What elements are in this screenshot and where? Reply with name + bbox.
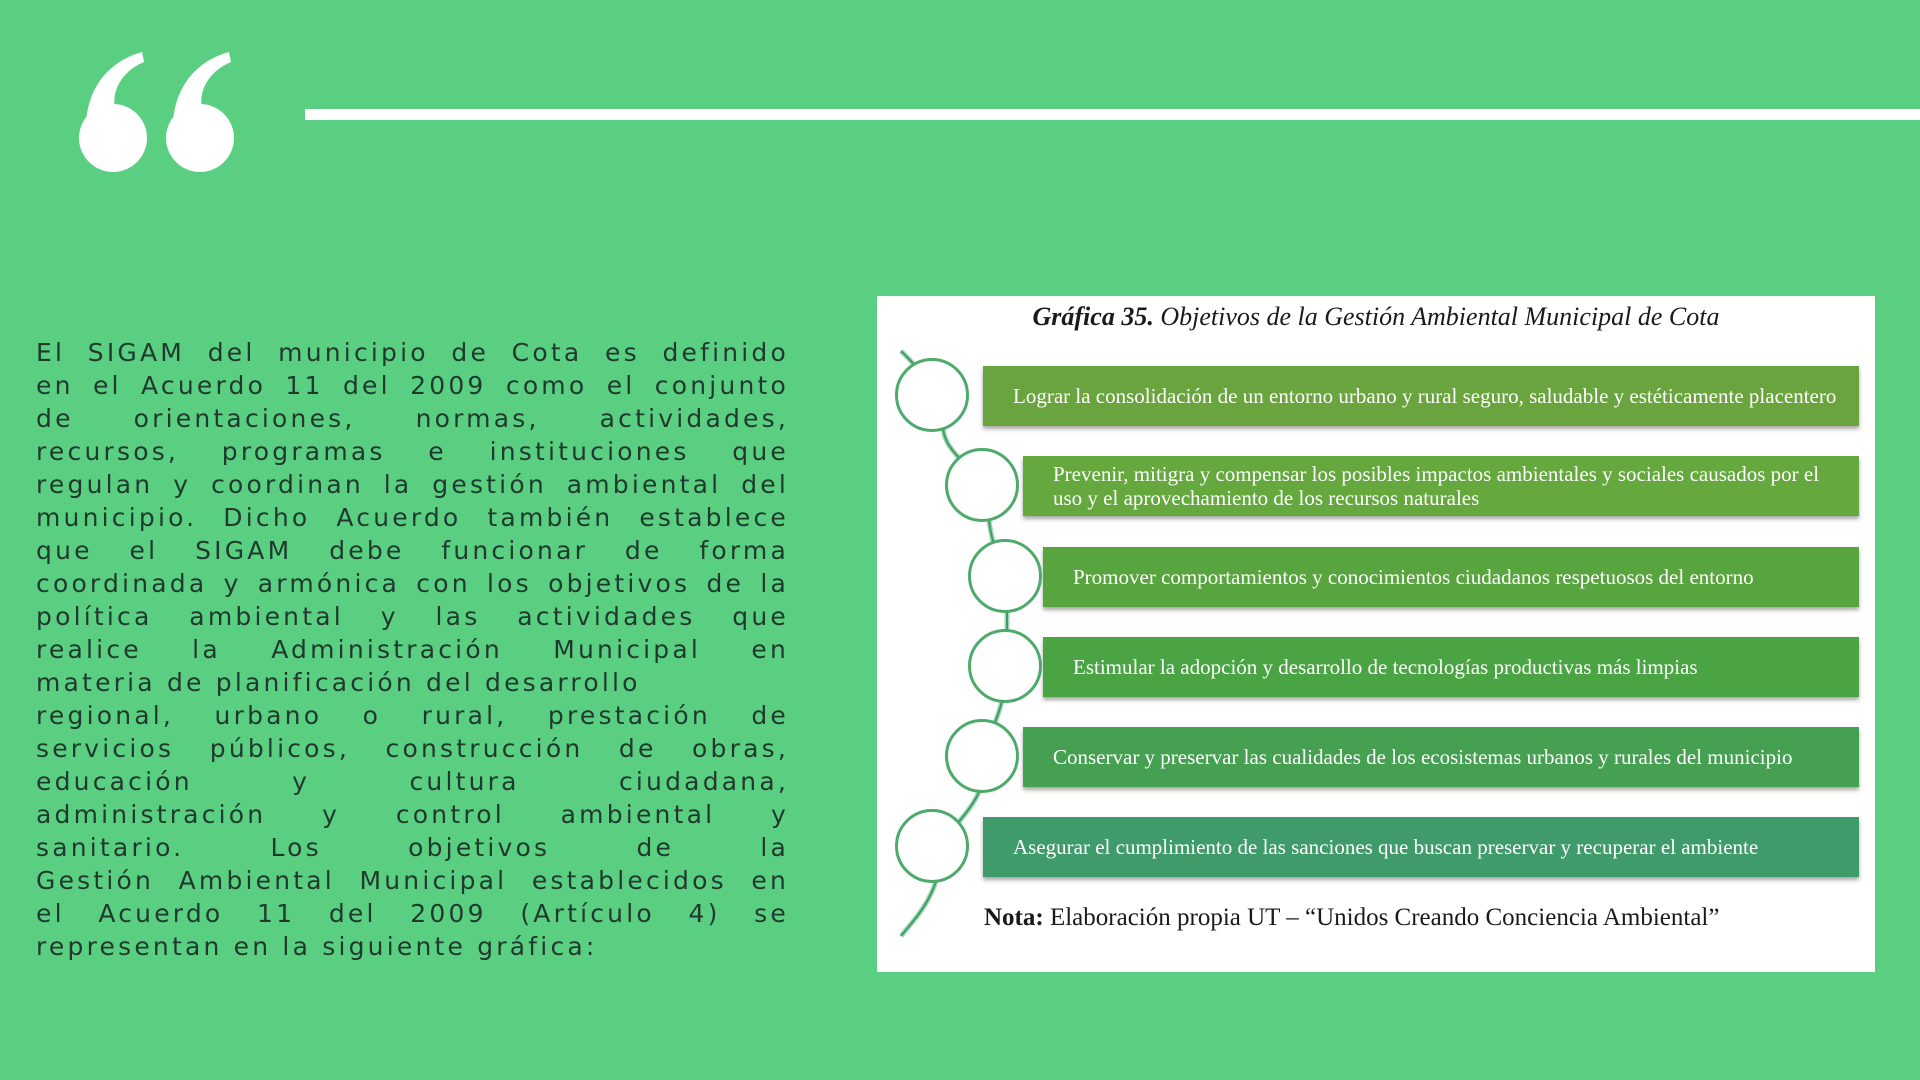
body-paragraph — [36, 336, 789, 963]
objective-bar — [1023, 456, 1859, 516]
body-line: en el Acuerdo 11 del 2009 como el conjunto — [36, 371, 789, 400]
body-line: de orientaciones, normas, actividades, — [36, 404, 789, 433]
body-line: sanitario. Los objetivos de la — [36, 833, 789, 862]
body-line: representan en la siguiente gráfica: — [36, 932, 598, 961]
objective-text: Prevenir, mitigra y compensar los posibles impactos ambientales y sociales causados por el uso y el aprovechamiento de los recursos naturales — [1053, 462, 1820, 510]
quotation-mark-icon — [76, 52, 240, 176]
body-line: administración y control ambiental y — [36, 800, 789, 829]
horizontal-rule — [305, 109, 1920, 120]
body-line: realice la Administración Municipal en — [36, 635, 789, 664]
body-line: servicios públicos, construcción de obras, — [36, 734, 789, 763]
body-line: política ambiental y las actividades que — [36, 602, 789, 631]
figure-card — [877, 296, 1875, 972]
objective-text: Lograr la consolidación de un entorno urbano y rural seguro, saludable y estéticamente placentero — [1013, 384, 1837, 408]
figure-title-text: Objetivos de la Gestión Ambiental Municipal de Cota — [1153, 302, 1720, 331]
objective-circle — [945, 448, 1019, 522]
body-line: coordinada y armónica con los objetivos de la — [36, 569, 789, 598]
body-line: educación y cultura ciudadana, — [36, 767, 789, 796]
objective-bar — [1043, 547, 1859, 607]
objective-circle — [945, 719, 1019, 793]
objective-text: Estimular la adopción y desarrollo de tecnologías productivas más limpias — [1073, 655, 1698, 679]
body-line: que el SIGAM debe funcionar de forma — [36, 536, 789, 565]
body-line: El SIGAM del municipio de Cota es definido — [36, 338, 789, 367]
objective-bar — [983, 817, 1859, 877]
body-line: recursos, programas e instituciones que — [36, 437, 789, 466]
objective-text: Conservar y preservar las cualidades de los ecosistemas urbanos y rurales del municipio — [1053, 745, 1793, 769]
objective-circle — [968, 629, 1042, 703]
objective-bar — [983, 366, 1859, 426]
objective-circle — [895, 358, 969, 432]
objective-text: Promover comportamientos y conocimientos ciudadanos respetuosos del entorno — [1073, 565, 1754, 589]
body-line: el Acuerdo 11 del 2009 (Artículo 4) se — [36, 899, 789, 928]
figure-note — [984, 904, 1719, 932]
objective-bar — [1023, 727, 1859, 787]
body-line: Gestión Ambiental Municipal establecidos en — [36, 866, 789, 895]
body-line: municipio. Dicho Acuerdo también establece — [36, 503, 789, 532]
objective-text: Asegurar el cumplimiento de las sanciones que buscan preservar y recuperar el ambiente — [1013, 835, 1759, 859]
body-line: materia de planificación del desarrollo — [36, 668, 641, 697]
objective-circle — [968, 539, 1042, 613]
objective-circle — [895, 809, 969, 883]
figure-title-bold: Gráfica 35. — [1032, 302, 1154, 331]
figure-note-bold: Nota: — [984, 904, 1044, 931]
body-line: regulan y coordinan la gestión ambiental del — [36, 470, 789, 499]
objective-bar — [1043, 637, 1859, 697]
figure-note-text: Elaboración propia UT – “Unidos Creando Conciencia Ambiental” — [1043, 904, 1720, 931]
body-line: regional, urbano o rural, prestación de — [36, 701, 789, 730]
